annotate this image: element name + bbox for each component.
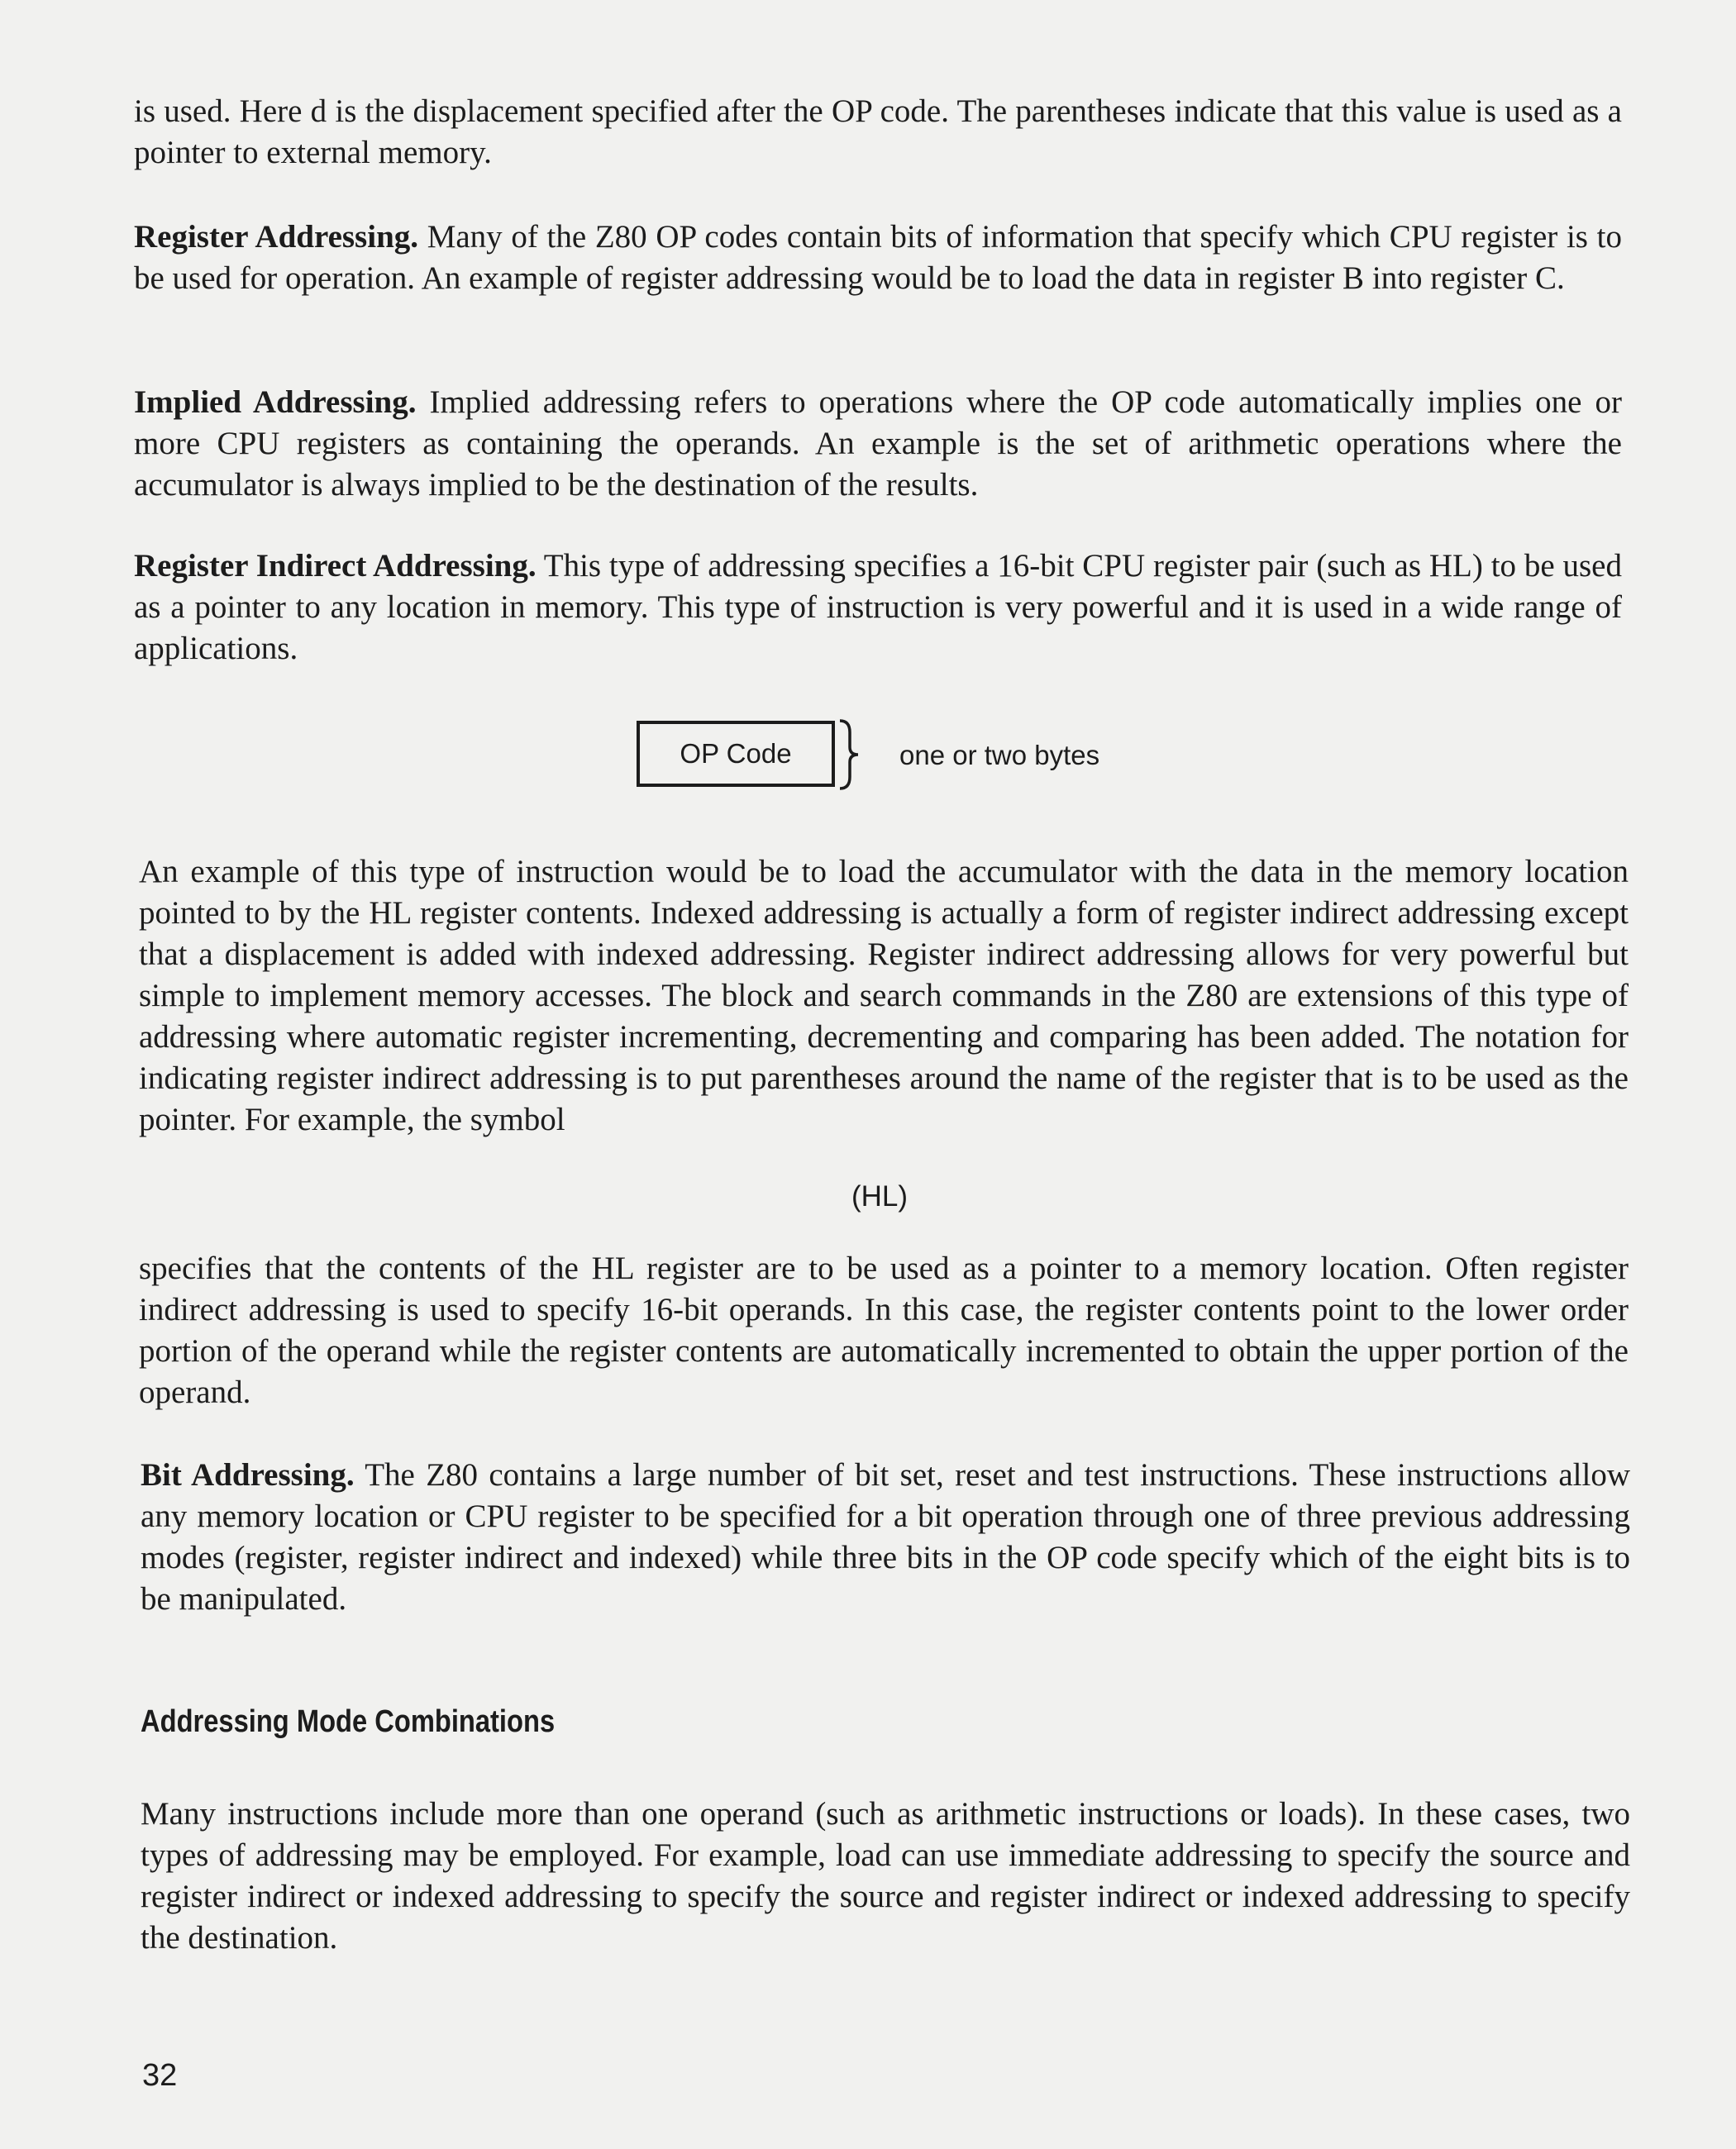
right-brace-icon <box>837 717 861 792</box>
implied-addressing-term: Implied Addressing. <box>134 384 417 420</box>
register-indirect-paragraph <box>134 546 1622 669</box>
example-paragraph: An example of this type of instruction would be to load the accumulator with the data in the memory location pointed to by the HL register contents. Indexed addressing is actually a form of register indirect addressing except that a displacement is added with indexed addressing. Register indirect addressing allows for very powerful but simple to implement memory accesses. The block and search commands in the Z80 are extensions of this type of addressing where automatic register incrementing, decrementing and comparing has been added. The notation for indicating register indirect addressing is to put parentheses around the name of the register that is to be used as the pointer. For example, the symbol <box>139 854 1629 1137</box>
bit-addressing-term: Bit Addressing. <box>141 1457 355 1493</box>
implied-addressing-text: Implied addressing refers to operations where the OP code automatically implies one or more CPU registers as containing the operands. An example is the set of arithmetic operations where the accumulator is always implied to be the destination of the results. <box>134 384 1622 503</box>
register-indirect-term: Register Indirect Addressing. <box>134 548 537 584</box>
op-code-label: OP Code <box>680 738 792 769</box>
bit-addressing-text: The Z80 contains a large number of bit set, reset and test instructions. These instructions allow any memory location or CPU register to be specified for a bit operation through one of three previous addressing modes (register, register indirect and indexed) while three bits in the OP code specify which of the eight bits is to be manipulated. <box>141 1457 1630 1617</box>
register-addressing-text: Many of the Z80 OP codes contain bits of information that specify which CPU register is to be used for operation. An example of register addressing would be to load the data in register B into register C. <box>134 219 1622 296</box>
specifies-paragraph: specifies that the contents of the HL register are to be used as a pointer to a memory location. Often register indirect addressing is used to specify 16-bit operands. In this case, the register contents point to the lower order portion of the operand while the register contents are automatically incremented to obtain the upper portion of the operand. <box>139 1251 1629 1410</box>
combinations-paragraph: Many instructions include more than one operand (such as arithmetic instructions or loads). In these cases, two types of addressing may be employed. For example, load can use immediate addressing to specify the source and register indirect or indexed addressing to specify the source and register indirect or indexed addressing to specify the destination. <box>141 1796 1630 1956</box>
brace-label: one or two bytes <box>899 740 1100 770</box>
hl-symbol: (HL) <box>851 1180 909 1213</box>
section-heading: Addressing Mode Combinations <box>141 1704 556 1739</box>
implied-addressing-paragraph <box>134 382 1622 506</box>
register-addressing-term: Register Addressing. <box>134 219 419 255</box>
register-addressing-paragraph <box>134 217 1622 299</box>
bit-addressing-paragraph <box>141 1455 1630 1620</box>
page-number: 32 <box>142 2058 178 2093</box>
register-indirect-text: This type of addressing specifies a 16-bit CPU register pair (such as HL) to be used as a pointer to any location in memory. This type of instruction is very powerful and it is used in a wide range of applications. <box>134 548 1622 666</box>
op-code-box <box>637 721 835 787</box>
intro-continuation-paragraph: is used. Here d is the displacement specified after the OP code. The parentheses indicate that this value is used as a pointer to external memory. <box>134 93 1622 170</box>
